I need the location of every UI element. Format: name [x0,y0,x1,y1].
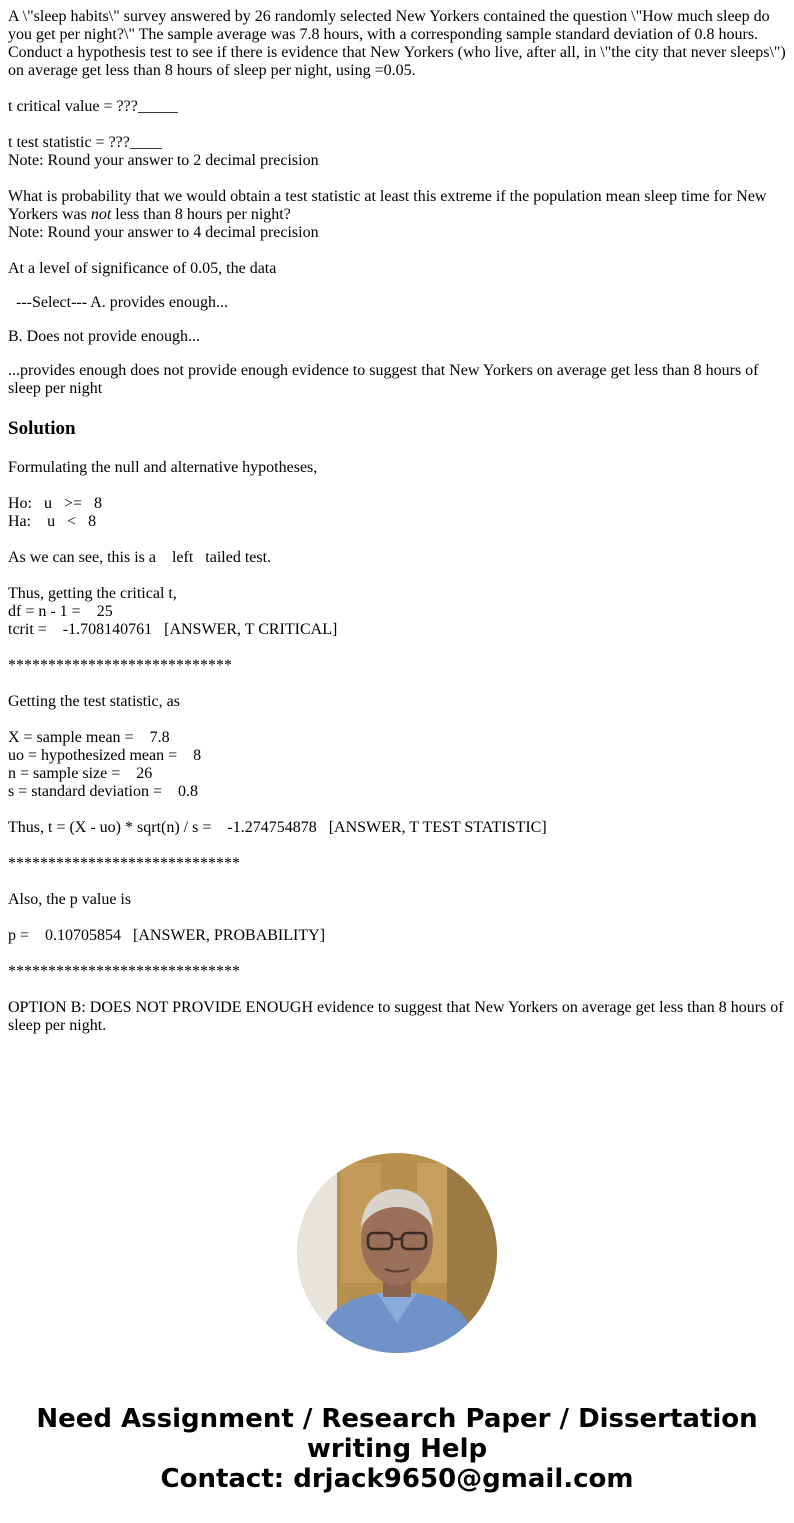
spacer [8,116,788,134]
t-test-prompt: t test statistic = ???____ [8,134,162,151]
spacer [8,278,788,294]
question-intro: A \"sleep habits\" survey answered by 26 randomly selected New Yorkers contained the question \"How much sleep do you get per night?\" The sample average was 7.8 hours, with a corresponding sample standard deviation of 0.8 hours. Conduct a hypothesis test to see if there is evidence that New Yorkers (who live, after all, in \"the city that never sleeps\") on average get less than 8 hours of sleep per night, using =0.05. [8,8,790,79]
spacer [8,981,788,999]
t-critical-prompt: t critical value = ???_____ [8,98,178,115]
note-4dp: Note: Round your answer to 4 decimal precision [8,224,319,241]
null-hypothesis: Ho: u >= 8 [8,495,103,512]
separator-3: ***************************** [8,963,240,980]
footer-contact [0,1404,794,1494]
spacer [8,312,788,328]
sample-mean-line: X = sample mean = 7.8 [8,729,170,746]
df-line: df = n - 1 = 25 [8,603,113,620]
p-value-intro: Also, the p value is [8,891,132,908]
spacer [8,346,788,362]
footer-contact-email: Contact: drjack9650@gmail.com [160,1464,634,1494]
spacer [8,567,788,585]
probability-prompt-emphasis: not [90,206,112,223]
option-b: B. Does not provide enough... [8,328,200,345]
spacer [8,675,788,693]
spacer [8,242,788,260]
footer-line-2: writing Help [306,1434,488,1464]
spacer [8,80,788,98]
separator-1: **************************** [8,657,232,674]
conclusion-prompt: ...provides enough does not provide enough evidence to suggest that New Yorkers on average get less than 8 hours of sleep per night [8,362,759,397]
alternative-hypothesis: Ha: u < 8 [8,513,97,530]
spacer [8,711,788,729]
spacer [8,909,788,927]
std-dev-line: s = standard deviation = 0.8 [8,783,199,800]
p-value-line: p = 0.10705854 [ANSWER, PROBABILITY] [8,927,326,944]
footer-line-1: Need Assignment / Research Paper / Dissertation [36,1404,758,1434]
test-stat-intro: Getting the test statistic, as [8,693,180,710]
spacer [8,801,788,819]
probability-prompt-after: less than 8 hours per night? [111,206,291,223]
probability-prompt [8,188,788,224]
note-2dp: Note: Round your answer to 2 decimal precision [8,152,319,169]
option-b-conclusion: OPTION B: DOES NOT PROVIDE ENOUGH evidence to suggest that New Yorkers on average get less than 8 hours of sleep per night. [8,999,784,1034]
spacer [8,873,788,891]
significance-line: At a level of significance of 0.05, the data [8,260,277,277]
spacer [8,170,788,188]
separator-2: ***************************** [8,855,240,872]
option-a: ---Select--- A. provides enough... [8,294,228,311]
critical-intro: Thus, getting the critical t, [8,585,177,602]
spacer [8,837,788,855]
spacer [8,477,788,495]
hypothesized-mean-line: uo = hypothesized mean = 8 [8,747,202,764]
tail-line: As we can see, this is a left tailed test. [8,549,272,566]
document-body [8,8,788,1035]
sample-size-line: n = sample size = 26 [8,765,153,782]
solution-heading: Solution [8,418,76,439]
spacer [8,531,788,549]
formulating-hypotheses: Formulating the null and alternative hypotheses, [8,459,318,476]
author-photo-icon [297,1153,497,1353]
spacer [8,398,788,418]
spacer [8,440,788,459]
spacer [8,945,788,963]
t-statistic-line: Thus, t = (X - uo) * sqrt(n) / s = -1.274754878 [ANSWER, T TEST STATISTIC] [8,819,547,836]
tcrit-line: tcrit = -1.708140761 [ANSWER, T CRITICAL] [8,621,338,638]
probability-prompt-before: What is probability that we would obtain a test statistic at least this extreme if the population mean sleep time for New Yorkers was [8,188,767,223]
author-avatar [297,1153,497,1353]
spacer [8,639,788,657]
